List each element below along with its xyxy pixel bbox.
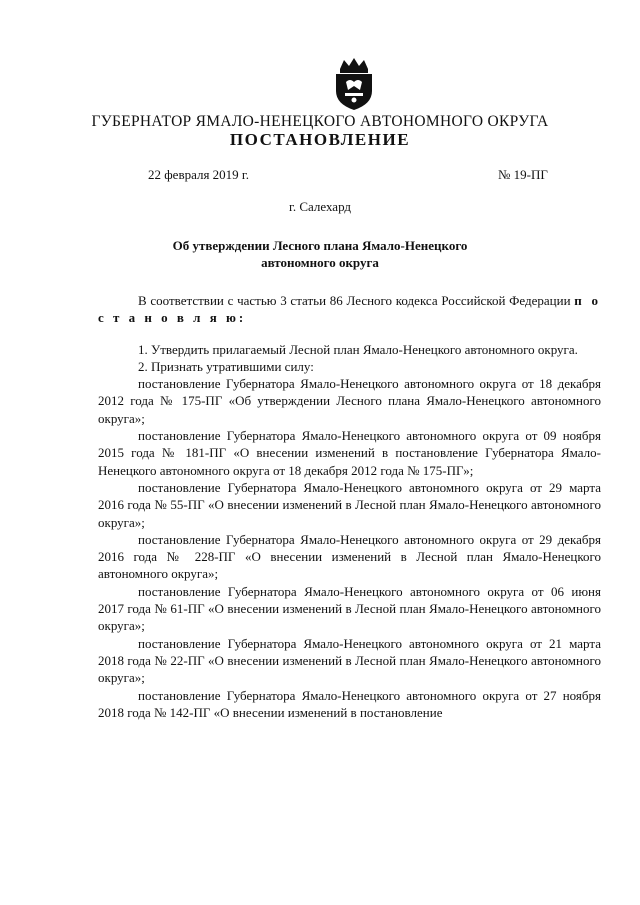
repealed-item: постановление Губернатора Ямало-Ненецкого автономного округа от 18 декабря 2012 года № 175-ПГ «Об утверждении Лесного плана Ямало-Ненецкого автономного округа»; [98,376,601,426]
repealed-item: постановление Губернатора Ямало-Ненецкого автономного округа от 29 марта 2016 года № 55-ПГ «О внесении изменений в Лесной план Ямало-Ненецкого автономного округа»; [98,479,601,530]
repealed-item: постановление Губернатора Ямало-Ненецкого автономного округа от 29 декабря 2016 года № 228-ПГ «О внесении изменений в Лесной план Ямало-Ненецкого автономного округа»; [98,531,601,582]
document-title: Об утверждении Лесного плана Ямало-Ненецкого автономного округа [172,238,468,270]
item-1: 1. Утвердить прилагаемый Лесной план Ямало-Ненецкого автономного округа. [138,341,578,357]
coat-of-arms-emblem-icon [331,57,377,111]
repealed-item: постановление Губернатора Ямало-Ненецкого автономного округа от 09 ноября 2015 года № 181-ПГ «О внесении изменений в постановление Губернатора Ямало-Ненецкого автономного округа от 18 декабря 2012 года № 175-ПГ»; [98,428,601,478]
item-2: 2. Признать утратившими силу: [138,358,314,374]
document-number: № 19-ПГ [498,167,548,182]
preamble-text: В соответствии с частью 3 статьи 86 Лесного кодекса Российской Федерации [138,293,571,308]
issuing-authority: ГУБЕРНАТОР ЯМАЛО-НЕНЕЦКОГО АВТОНОМНОГО ОКРУГА [91,113,549,130]
repealed-item: постановление Губернатора Ямало-Ненецкого автономного округа от 21 марта 2018 года № 22-ПГ «О внесении изменений в Лесной план Ямало-Ненецкого автономного округа»; [98,635,601,686]
document-city: г. Салехард [288,199,352,214]
document-body [98,292,601,721]
document-type: ПОСТАНОВЛЕНИЕ [229,130,411,149]
document-date: 22 февраля 2019 г. [148,167,250,182]
repealed-item: постановление Губернатора Ямало-Ненецкого автономного округа от 06 июня 2017 года № 61-ПГ «О внесении изменений в Лесной план Ямало-Ненецкого автономного округа»; [98,583,601,634]
preamble-paragraph [98,292,601,327]
decree-word: п о с т а н о в л я ю: [98,293,601,326]
spacer [98,327,601,341]
repealed-item: постановление Губернатора Ямало-Ненецкого автономного округа от 27 ноября 2018 года № 142-ПГ «О внесении изменений в постановление [98,687,601,720]
